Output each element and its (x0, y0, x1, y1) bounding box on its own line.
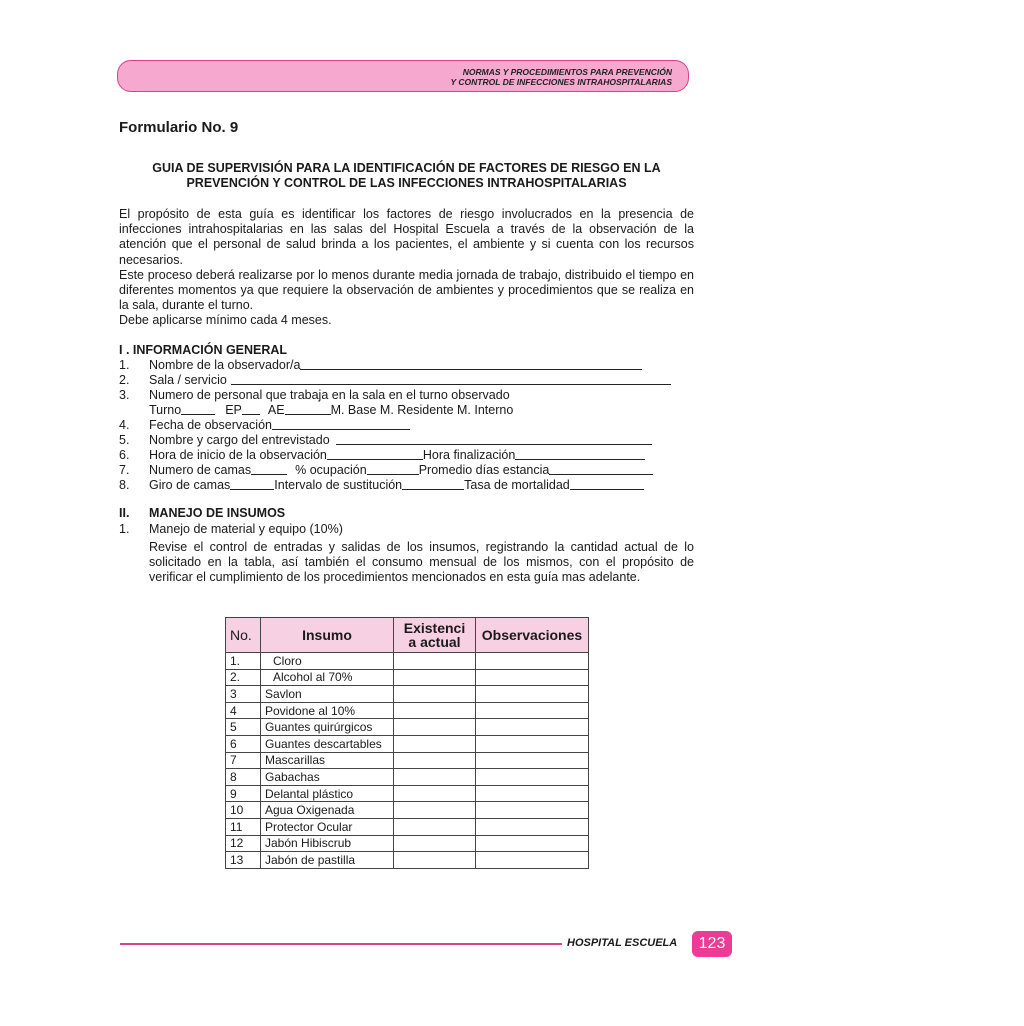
section-1-title: I . INFORMACIÓN GENERAL (119, 343, 288, 357)
cell-no: 8 (226, 769, 261, 786)
cell-no: 6 (226, 735, 261, 752)
cell-insumo: Jabón Hibiscrub (261, 835, 394, 852)
cell-observaciones[interactable] (476, 653, 589, 670)
header-existencia-line2: a actual (408, 634, 461, 650)
item-number: 7. (119, 463, 130, 477)
list-item (119, 463, 671, 478)
cell-insumo: Delantal plástico (261, 785, 394, 802)
header-no: No. (226, 618, 261, 653)
supplies-table (225, 617, 589, 869)
footer-label: HOSPITAL ESCUELA (567, 937, 678, 949)
material-management-label: Manejo de material y equipo (10%) (149, 522, 343, 536)
ep-field[interactable] (242, 403, 260, 415)
cell-no: 7 (226, 752, 261, 769)
table-row (226, 818, 589, 835)
cell-observaciones[interactable] (476, 802, 589, 819)
intro-text (119, 207, 694, 329)
observer-name-label: Nombre de la observador/a (149, 358, 301, 372)
general-info-list (119, 358, 671, 493)
cell-existencia[interactable] (394, 669, 476, 686)
header-line-1: NORMAS Y PROCEDIMIENTOS PARA PREVENCIÓN (462, 67, 672, 77)
section-2-number: II. (119, 506, 130, 520)
intro-paragraph-2: Este proceso deberá realizarse por lo menos durante media jornada de trabajo, distribuido el tiempo en diferentes momentos ya que requiere la observación de ambientes y procedimientos que se realiza en la sala, durante el turno. (119, 267, 694, 313)
ward-field[interactable] (231, 373, 671, 385)
footer-line (120, 943, 562, 945)
header-insumo: Insumo (261, 618, 394, 653)
header-existencia-line1: Existenci (403, 620, 466, 636)
ward-label: Sala / servicio (149, 373, 227, 387)
table-row (226, 669, 589, 686)
ae-label: AE (267, 403, 285, 417)
cell-existencia[interactable] (394, 769, 476, 786)
cell-observaciones[interactable] (476, 686, 589, 703)
cell-observaciones[interactable] (476, 719, 589, 736)
cell-no: 2. (226, 669, 261, 686)
cell-no: 13 (226, 852, 261, 869)
bed-turnover-label: Giro de camas (149, 478, 231, 492)
table-row (226, 769, 589, 786)
table-row (226, 852, 589, 869)
cell-insumo: Mascarillas (261, 752, 394, 769)
cell-insumo: Cloro (261, 653, 394, 670)
list-item (119, 373, 671, 388)
cell-existencia[interactable] (394, 686, 476, 703)
cell-no: 1. (226, 653, 261, 670)
header-text (451, 67, 673, 87)
item-number: 1. (119, 522, 130, 536)
document-title (119, 161, 694, 191)
list-item (119, 433, 671, 448)
bed-turnover-field[interactable] (230, 478, 274, 490)
cell-existencia[interactable] (394, 785, 476, 802)
table-row (226, 702, 589, 719)
cell-observaciones[interactable] (476, 769, 589, 786)
mortality-rate-field[interactable] (570, 478, 644, 490)
shift-field[interactable] (181, 403, 215, 415)
header-observaciones: Observaciones (476, 618, 589, 653)
section-2-item (119, 522, 343, 537)
form-number: Formulario No. 9 (119, 119, 239, 136)
table-row (226, 802, 589, 819)
item-number: 8. (119, 478, 130, 492)
shift-label: Turno (149, 403, 182, 417)
cell-insumo: Guantes descartables (261, 735, 394, 752)
cell-existencia[interactable] (394, 802, 476, 819)
observer-name-field[interactable] (300, 358, 642, 370)
title-line-1: GUIA DE SUPERVISIÓN PARA LA IDENTIFICACIÓN DE FACTORES DE RIESGO EN LA (152, 161, 661, 175)
substitution-interval-label: Intervalo de sustitución (274, 478, 403, 492)
title-line-2: PREVENCIÓN Y CONTROL DE LAS INFECCIONES INTRAHOSPITALARIAS (186, 176, 627, 190)
list-item (119, 478, 671, 493)
ae-field[interactable] (285, 403, 331, 415)
beds-field[interactable] (251, 463, 287, 475)
cell-existencia[interactable] (394, 752, 476, 769)
occupancy-label: % ocupación (295, 463, 367, 477)
cell-existencia[interactable] (394, 735, 476, 752)
cell-observaciones[interactable] (476, 669, 589, 686)
cell-existencia[interactable] (394, 719, 476, 736)
cell-existencia[interactable] (394, 835, 476, 852)
cell-insumo: Guantes quirúrgicos (261, 719, 394, 736)
avg-stay-label: Promedio días estancia (418, 463, 550, 477)
cell-no: 10 (226, 802, 261, 819)
intro-paragraph-3: Debe aplicarse mínimo cada 4 meses. (119, 313, 332, 328)
cell-observaciones[interactable] (476, 752, 589, 769)
intro-paragraph-1: El propósito de esta guía es identificar los factores de riesgo involucrados en la presencia de infecciones intrahospitalarias en las salas del Hospital Escuela a través de la observación de la atención que el personal de salud brinda a los pacientes, el ambiente y si cuenta con los recursos necesarios. (119, 207, 694, 267)
item-number: 5. (119, 433, 130, 447)
header-line-2: Y CONTROL DE INFECCIONES INTRAHOSPITALARIAS (450, 77, 672, 87)
cell-no: 11 (226, 818, 261, 835)
list-item (119, 418, 671, 433)
cell-observaciones[interactable] (476, 702, 589, 719)
item-number: 6. (119, 448, 130, 462)
start-time-field[interactable] (327, 448, 423, 460)
cell-existencia[interactable] (394, 653, 476, 670)
cell-existencia[interactable] (394, 852, 476, 869)
list-item (119, 448, 671, 463)
cell-no: 4 (226, 702, 261, 719)
observation-date-field[interactable] (272, 418, 410, 430)
item-number: 1. (119, 358, 130, 372)
cell-insumo: Gabachas (261, 769, 394, 786)
section-2-paragraph: Revise el control de entradas y salidas de los insumos, registrando la cantidad actual de lo solicitado en la tabla, así también el consumo mensual de los mismos, con el propósito de verificar el cumplimiento de los procedimientos mencionados en esta guía mas adelante. (149, 540, 694, 585)
list-item (119, 403, 671, 418)
cell-insumo: Povidone al 10% (261, 702, 394, 719)
substitution-interval-field[interactable] (402, 478, 464, 490)
interviewee-field[interactable] (336, 433, 652, 445)
cell-observaciones[interactable] (476, 785, 589, 802)
cell-insumo: Agua Oxigenada (261, 802, 394, 819)
table-row (226, 735, 589, 752)
cell-no: 12 (226, 835, 261, 852)
item-number: 4. (119, 418, 130, 432)
cell-observaciones[interactable] (476, 835, 589, 852)
header-existencia (394, 618, 476, 653)
end-time-label: Hora finalización (422, 448, 516, 462)
list-item (119, 358, 671, 373)
table-row (226, 752, 589, 769)
interviewee-label: Nombre y cargo del entrevistado (149, 433, 330, 447)
cell-no: 9 (226, 785, 261, 802)
item-number: 3. (119, 388, 130, 402)
list-item (119, 388, 671, 403)
table-row (226, 653, 589, 670)
table-row (226, 785, 589, 802)
beds-label: Numero de camas (149, 463, 252, 477)
start-time-label: Hora de inicio de la observación (149, 448, 327, 462)
table-header-row (226, 618, 589, 653)
occupancy-field[interactable] (367, 463, 419, 475)
page-number: 123 (692, 931, 732, 957)
end-time-field[interactable] (515, 448, 645, 460)
table-row (226, 835, 589, 852)
section-2-title (119, 506, 285, 521)
header-band (117, 60, 689, 92)
ep-label: EP (225, 403, 242, 417)
table-row (226, 686, 589, 703)
cell-observaciones[interactable] (476, 735, 589, 752)
cell-no: 3 (226, 686, 261, 703)
cell-insumo: Protector Ocular (261, 818, 394, 835)
staff-types-label: M. Base M. Residente M. Interno (330, 403, 514, 417)
item-number: 2. (119, 373, 130, 387)
table-body (226, 653, 589, 869)
cell-existencia[interactable] (394, 818, 476, 835)
cell-insumo: Alcohol al 70% (261, 669, 394, 686)
cell-existencia[interactable] (394, 702, 476, 719)
mortality-rate-label: Tasa de mortalidad (464, 478, 570, 492)
cell-observaciones[interactable] (476, 852, 589, 869)
avg-stay-field[interactable] (549, 463, 653, 475)
table-row (226, 719, 589, 736)
section-2-label: MANEJO DE INSUMOS (149, 506, 286, 520)
cell-observaciones[interactable] (476, 818, 589, 835)
cell-insumo: Jabón de pastilla (261, 852, 394, 869)
cell-no: 5 (226, 719, 261, 736)
observation-date-label: Fecha de observación (149, 418, 272, 432)
cell-insumo: Savlon (261, 686, 394, 703)
staff-count-label: Numero de personal que trabaja en la sala en el turno observado (149, 388, 510, 402)
